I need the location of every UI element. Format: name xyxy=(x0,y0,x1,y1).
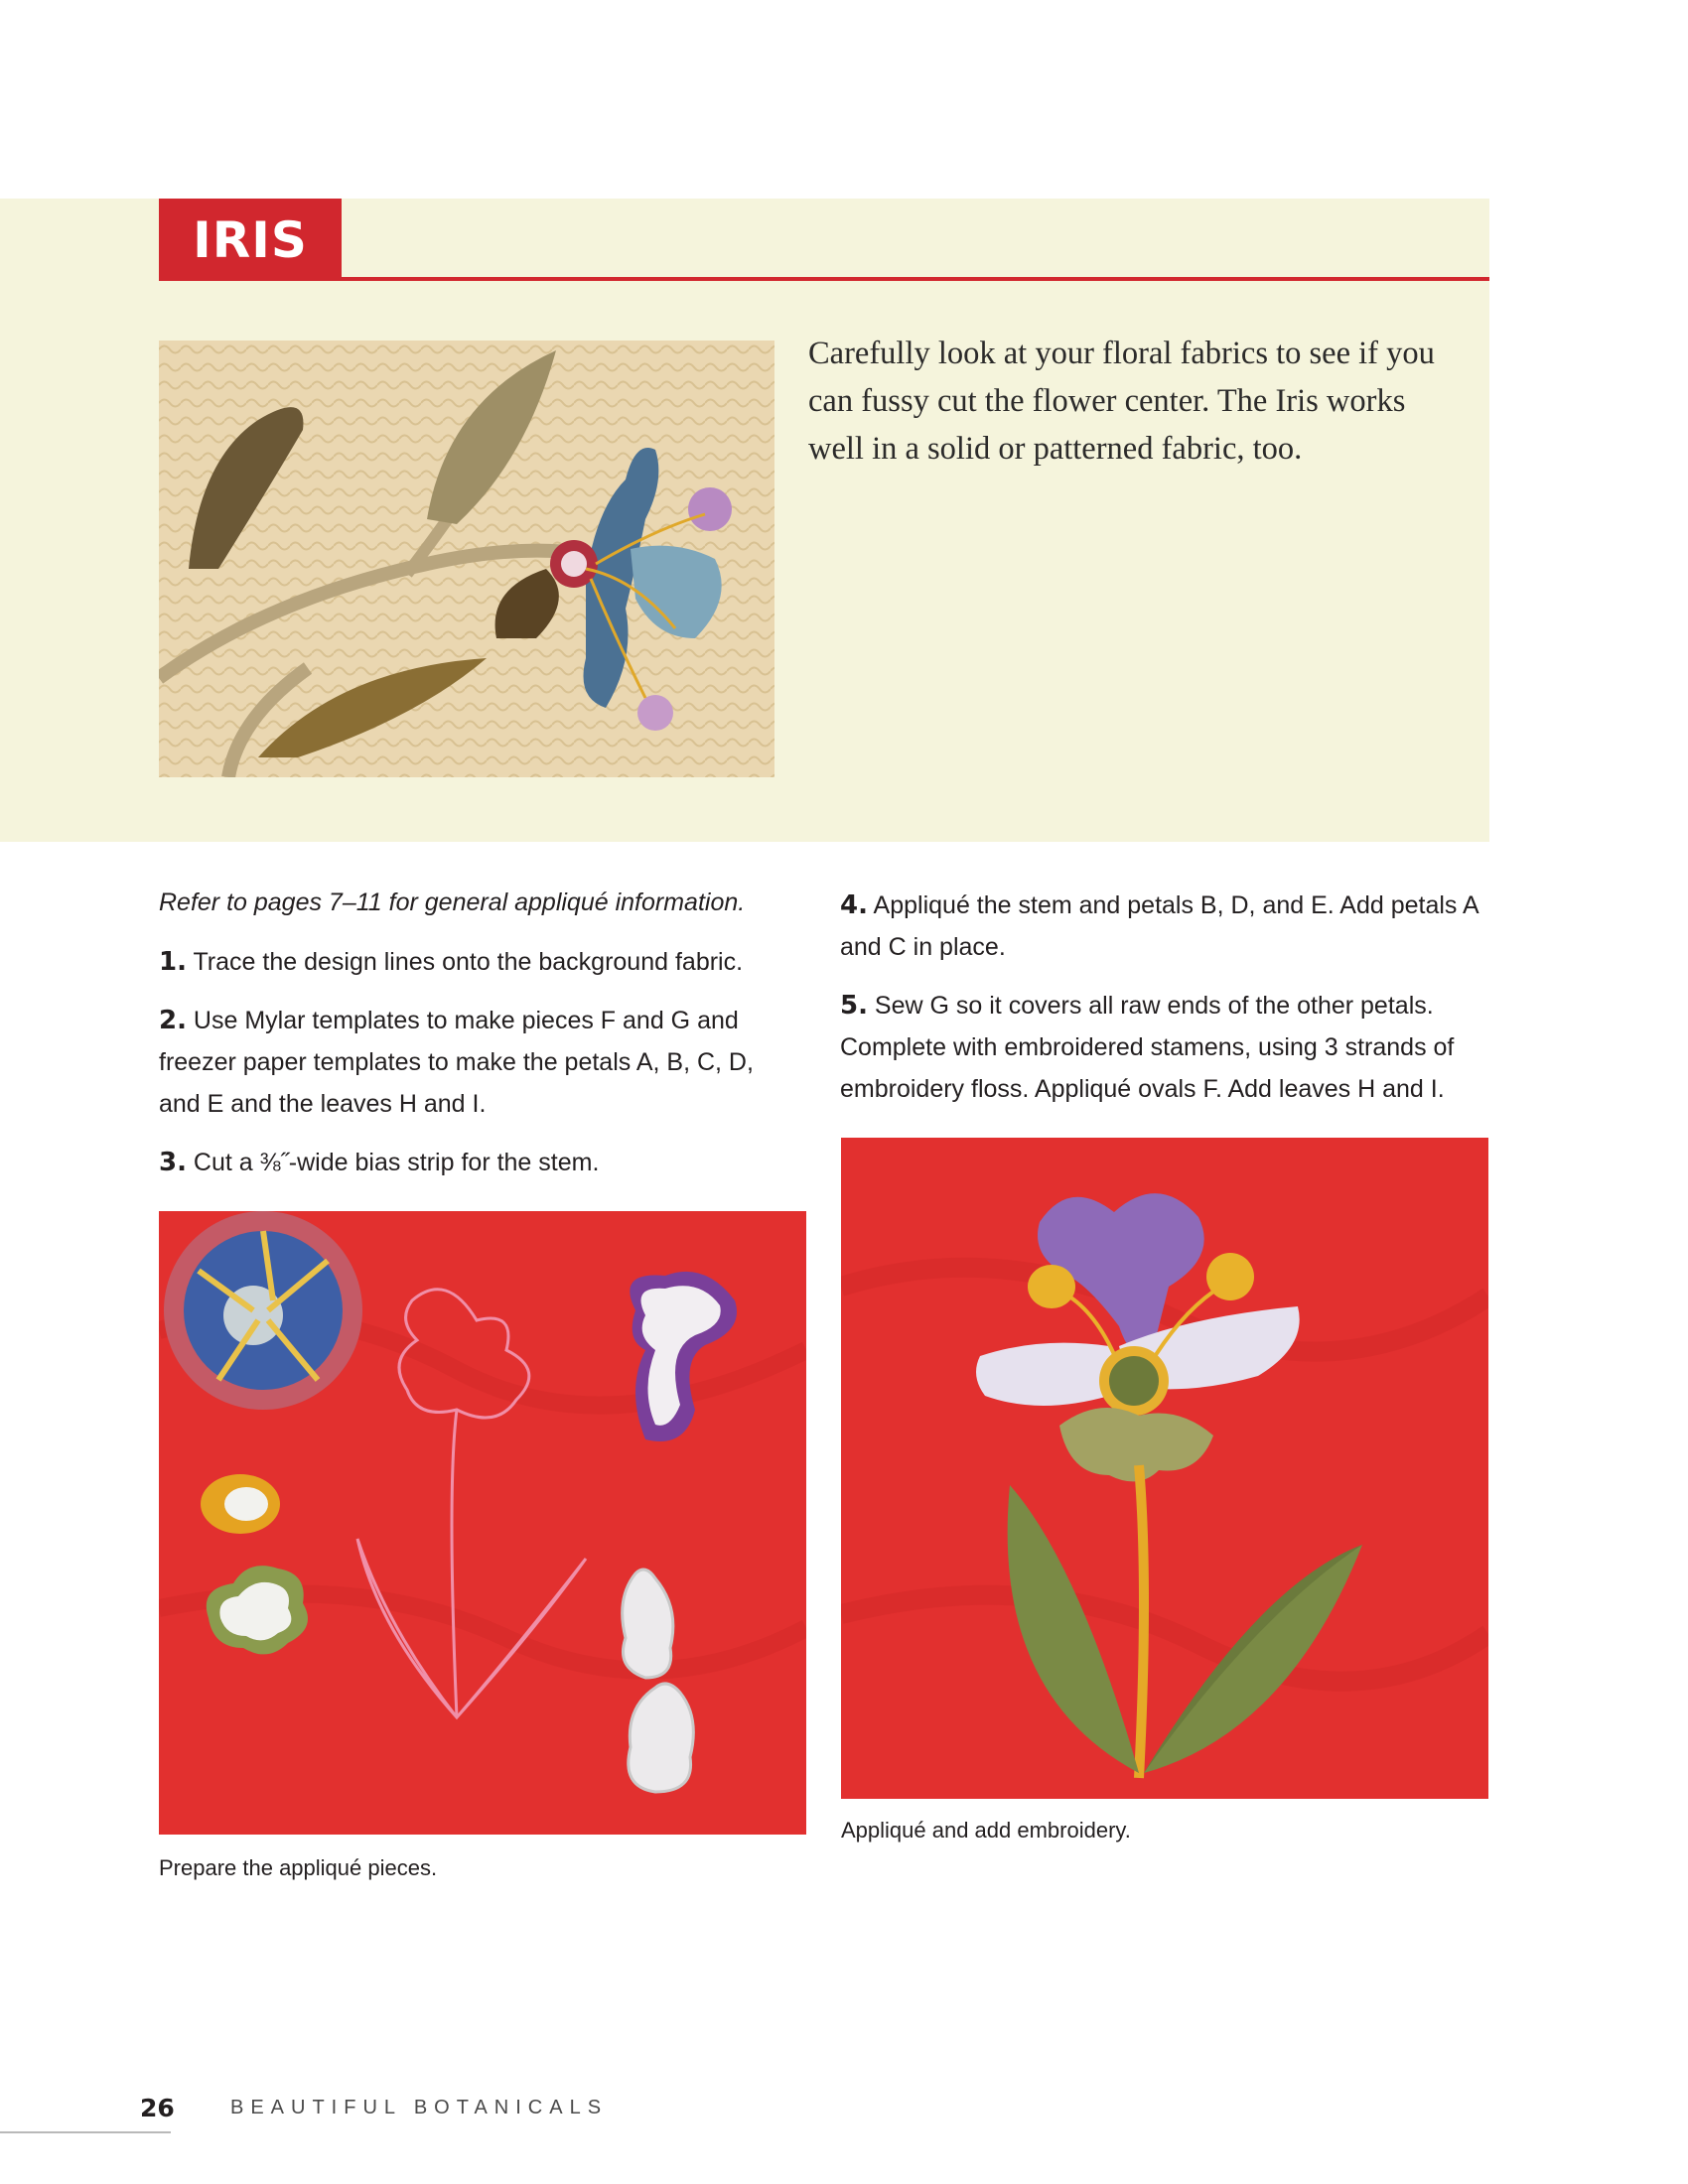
title-divider xyxy=(159,277,1489,281)
page-title: IRIS xyxy=(159,199,342,278)
step-text: Sew G so it covers all raw ends of the other petals. Complete with embroidered stamens, using 3 strands of embroidery floss. Appliqué ovals F. Add leaves H and I. xyxy=(840,992,1455,1103)
running-title: BEAUTIFUL BOTANICALS xyxy=(230,2097,609,2118)
step-2 xyxy=(159,1000,794,1125)
iris-quilt-photo xyxy=(159,341,774,777)
step-text: Trace the design lines onto the background fabric. xyxy=(193,948,744,976)
reference-note: Refer to pages 7–11 for general appliqué information. xyxy=(159,888,746,916)
caption-prepare: Prepare the appliqué pieces. xyxy=(159,1855,438,1880)
page-number: 26 xyxy=(140,2094,175,2122)
step-text: Appliqué the stem and petals B, D, and E. Add petals A and C in place. xyxy=(840,891,1478,961)
step-number: 3. xyxy=(159,1148,187,1177)
step-text: Cut a ⅜˝-wide bias strip for the stem. xyxy=(193,1149,600,1176)
footer-divider xyxy=(0,2131,171,2133)
step-5 xyxy=(840,985,1495,1110)
step-text: Use Mylar templates to make pieces F and G and freezer paper templates to make the petals A, B, C, D, and E and the leaves H and I. xyxy=(159,1007,754,1118)
step-4 xyxy=(840,885,1495,968)
step-number: 4. xyxy=(840,890,868,920)
caption-finished: Appliqué and add embroidery. xyxy=(841,1818,1131,1843)
left-instructions xyxy=(159,882,794,1200)
finished-applique-photo xyxy=(841,1138,1488,1799)
step-number: 5. xyxy=(840,991,868,1021)
prepared-pieces-photo xyxy=(159,1211,806,1835)
step-3 xyxy=(159,1142,794,1183)
step-number: 2. xyxy=(159,1006,187,1035)
step-number: 1. xyxy=(159,947,187,977)
right-instructions xyxy=(840,885,1495,1127)
intro-paragraph: Carefully look at your floral fabrics to see if you can fussy cut the flower center. The Iris works well in a solid or patterned fabric, too. xyxy=(808,336,1435,467)
step-1 xyxy=(159,941,794,983)
